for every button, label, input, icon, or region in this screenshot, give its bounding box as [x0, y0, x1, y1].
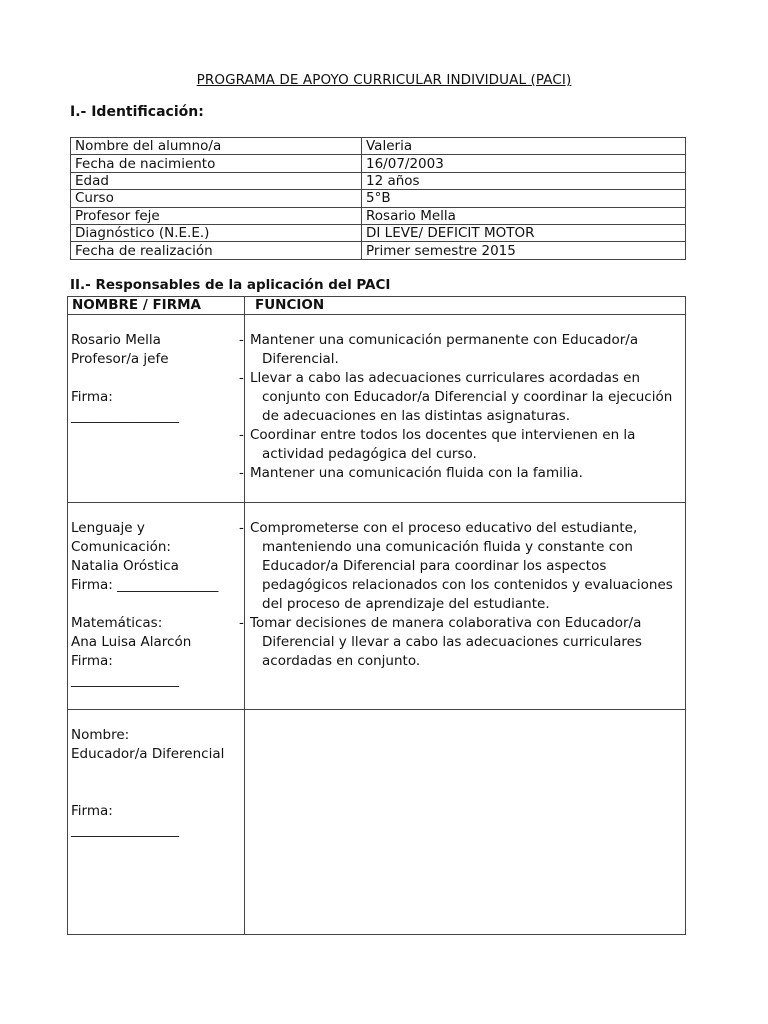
responsable-name-line [71, 764, 244, 783]
signature-line: Firma: _______________ [71, 577, 219, 593]
responsable-row [68, 710, 686, 935]
document-title: PROGRAMA DE APOYO CURRICULAR INDIVIDUAL (PACI) [196, 72, 572, 88]
function-text-continued: acordadas en conjunto. [262, 653, 421, 669]
responsable-name-line: Comunicación: [71, 539, 171, 555]
responsable-name-line: Profesor/a jefe [71, 351, 169, 367]
function-text: Tomar decisiones de manera colaborativa con Educador/a [250, 615, 642, 631]
identification-label: Diagnóstico (N.E.E.) [71, 224, 362, 241]
identification-value: 12 años [362, 172, 686, 189]
identification-row [71, 138, 686, 155]
responsable-function-cell [245, 710, 686, 935]
identification-row [71, 172, 686, 189]
identification-label: Fecha de nacimiento [71, 155, 362, 172]
function-item [239, 614, 679, 671]
responsables-table [67, 296, 686, 935]
section-identification-heading: I.- Identificación: [70, 104, 204, 120]
function-text-continued: de adecuaciones en las distintas asignaturas. [262, 408, 570, 424]
function-text-continued: actividad pedagógica del curso. [262, 446, 477, 462]
bullet-dash-icon: - [239, 465, 244, 481]
identification-value: DI LEVE/ DEFICIT MOTOR [362, 224, 686, 241]
identification-value: Rosario Mella [362, 207, 686, 224]
responsable-name-line: Firma: [71, 389, 113, 405]
identification-value: Valeria [362, 138, 686, 155]
identification-table [70, 137, 686, 260]
signature-line: ________________ [71, 672, 179, 688]
responsable-row [68, 503, 686, 710]
bullet-dash-icon: - [239, 615, 244, 631]
function-text-continued: Educador/a Diferencial para coordinar los aspectos [262, 558, 607, 574]
function-text-continued: conjunto con Educador/a Diferencial y coordinar la ejecución [262, 389, 673, 405]
responsable-name-line: Educador/a Diferencial [71, 746, 225, 762]
responsable-name-line: Nombre: [71, 727, 130, 743]
function-text-continued: Diferencial. [262, 351, 339, 367]
responsable-function-cell [239, 315, 686, 503]
responsable-name-cell [68, 710, 245, 935]
responsable-name-line: Firma: [71, 803, 113, 819]
identification-label: Profesor feje [71, 207, 362, 224]
function-text: Coordinar entre todos los docentes que intervienen en la [250, 427, 636, 443]
signature-line: ________________ [71, 822, 179, 838]
function-item [239, 426, 679, 464]
responsables-header-row [68, 297, 686, 315]
responsable-name-cell [68, 503, 245, 710]
function-item [239, 519, 679, 614]
column-header-name: NOMBRE / FIRMA [68, 297, 245, 315]
bullet-dash-icon: - [239, 332, 244, 348]
bullet-dash-icon: - [239, 520, 244, 536]
identification-label: Curso [71, 190, 362, 207]
function-item [239, 464, 679, 483]
responsable-name-line [71, 369, 244, 388]
identification-row [71, 242, 686, 259]
responsable-name-cell [68, 315, 245, 503]
signature-line: ________________ [71, 408, 179, 424]
identification-row [71, 207, 686, 224]
identification-row [71, 155, 686, 172]
identification-row [71, 224, 686, 241]
responsable-function-cell [239, 503, 686, 710]
responsable-name-line: Lenguaje y [71, 520, 145, 536]
function-text: Llevar a cabo las adecuaciones curriculares acordadas en [250, 370, 641, 386]
responsable-name-line: Rosario Mella [71, 332, 161, 348]
identification-value: 16/07/2003 [362, 155, 686, 172]
function-text: Mantener una comunicación permanente con Educador/a [250, 332, 639, 348]
section-responsables-heading: II.- Responsables de la aplicación del PACI [70, 277, 391, 293]
function-text-continued: pedagógicos relacionados con los contenidos y evaluaciones [262, 577, 673, 593]
responsable-name-line [71, 595, 244, 614]
responsable-row [68, 315, 686, 503]
responsable-name-line: Natalia Oróstica [71, 558, 179, 574]
function-text: Comprometerse con el proceso educativo del estudiante, [250, 520, 638, 536]
responsable-name-line: Ana Luisa Alarcón [71, 634, 192, 650]
column-header-function: FUNCION [245, 297, 686, 315]
responsable-name-line [71, 783, 244, 802]
function-text: Mantener una comunicación fluida con la familia. [250, 465, 583, 481]
identification-label: Edad [71, 172, 362, 189]
function-text-continued: del proceso de aprendizaje del estudiante. [262, 596, 550, 612]
identification-label: Nombre del alumno/a [71, 138, 362, 155]
identification-value: 5°B [362, 190, 686, 207]
function-text-continued: Diferencial y llevar a cabo las adecuaciones curriculares [262, 634, 642, 650]
bullet-dash-icon: - [239, 370, 244, 386]
identification-value: Primer semestre 2015 [362, 242, 686, 259]
responsable-name-line: Firma: [71, 653, 113, 669]
bullet-dash-icon: - [239, 427, 244, 443]
responsable-name-line: Matemáticas: [71, 615, 163, 631]
identification-label: Fecha de realización [71, 242, 362, 259]
function-item [239, 331, 679, 369]
function-item [239, 369, 679, 426]
function-text-continued: manteniendo una comunicación fluida y constante con [262, 539, 633, 555]
identification-row [71, 190, 686, 207]
